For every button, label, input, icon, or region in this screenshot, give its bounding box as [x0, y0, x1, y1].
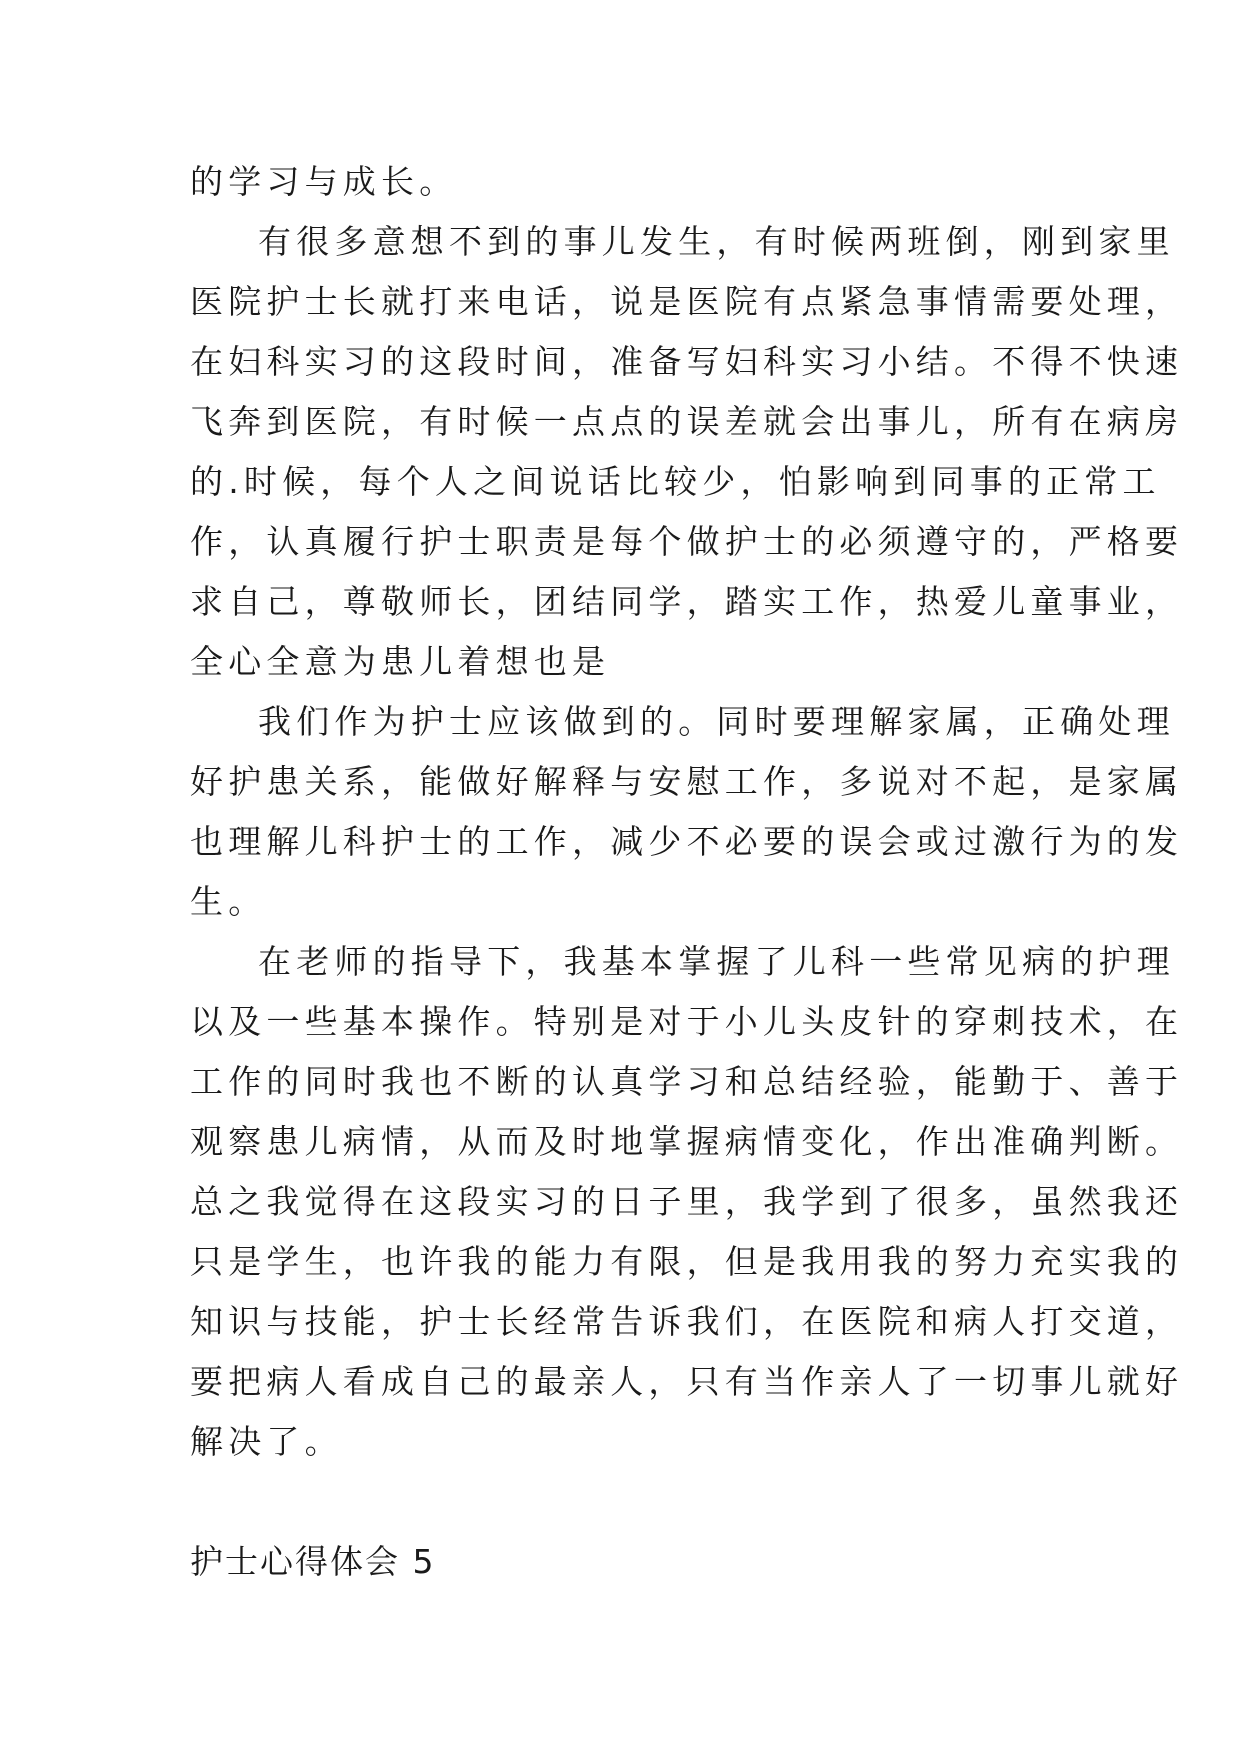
- text-line: 要把病人看成自己的最亲人，只有当作亲人了一切事儿就好: [190, 1362, 1184, 1401]
- paragraph-first-line: 在老师的指导下，我基本掌握了儿科一些常见病的护理: [258, 942, 1175, 981]
- text-line: 医院护士长就打来电话，说是医院有点紧急事情需要处理，: [190, 282, 1184, 321]
- text-line: 知识与技能，护士长经常告诉我们，在医院和病人打交道，: [190, 1302, 1184, 1341]
- text-line: 生。: [190, 882, 267, 921]
- text-line: 求自己，尊敬师长，团结同学，踏实工作，热爱儿童事业，: [190, 582, 1184, 621]
- text-line: 只是学生，也许我的能力有限，但是我用我的努力充实我的: [190, 1242, 1184, 1281]
- paragraph-first-line: 我们作为护士应该做到的。同时要理解家属，正确处理: [258, 702, 1175, 741]
- text-line: 全心全意为患儿着想也是: [190, 642, 611, 681]
- text-line: 的.时候，每个人之间说话比较少，怕影响到同事的正常工: [190, 462, 1161, 501]
- text-line: 总之我觉得在这段实习的日子里，我学到了很多，虽然我还: [190, 1182, 1184, 1221]
- text-line: 好护患关系，能做好解释与安慰工作，多说对不起，是家属: [190, 762, 1184, 801]
- section-heading: 护士心得体会 5: [190, 1542, 436, 1581]
- text-line: 在妇科实习的这段时间，准备写妇科实习小结。不得不快速: [190, 342, 1184, 381]
- text-line: 解决了。: [190, 1422, 343, 1461]
- text-line: 观察患儿病情，从而及时地掌握病情变化，作出准确判断。: [190, 1122, 1184, 1161]
- text-line: 的学习与成长。: [190, 162, 458, 201]
- text-line: 以及一些基本操作。特别是对于小儿头皮针的穿刺技术，在: [190, 1002, 1184, 1041]
- text-line: 工作的同时我也不断的认真学习和总结经验，能勤于、善于: [190, 1062, 1184, 1101]
- text-line: 也理解儿科护士的工作，减少不必要的误会或过激行为的发: [190, 822, 1184, 861]
- text-line: 作，认真履行护士职责是每个做护士的必须遵守的，严格要: [190, 522, 1184, 561]
- text-line: 飞奔到医院，有时候一点点的误差就会出事儿，所有在病房: [190, 402, 1184, 441]
- paragraph-first-line: 有很多意想不到的事儿发生，有时候两班倒，刚到家里: [258, 222, 1175, 261]
